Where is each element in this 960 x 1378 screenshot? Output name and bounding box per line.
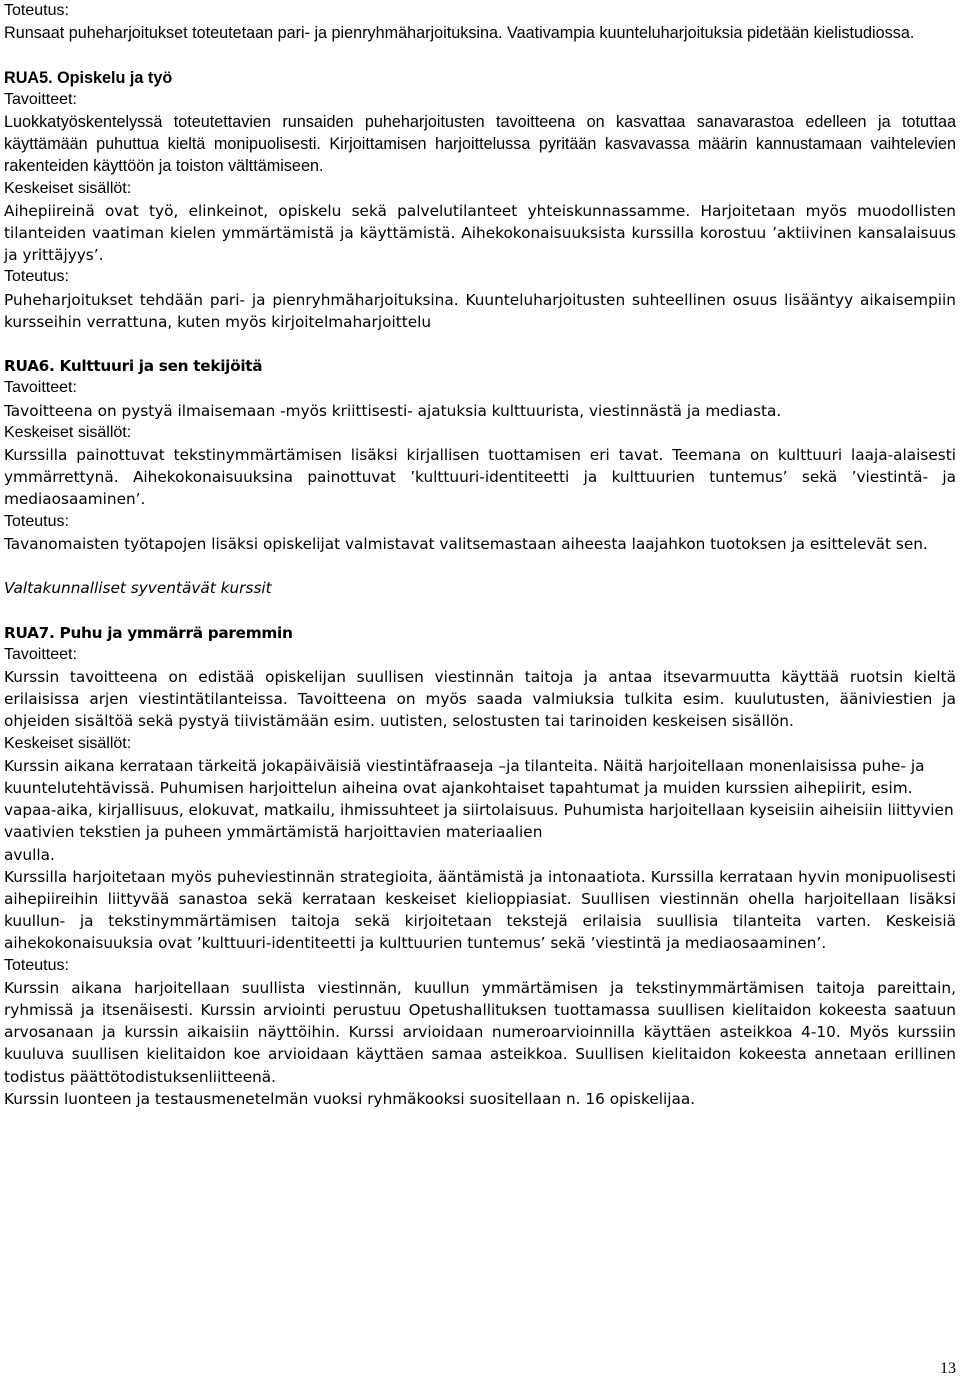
rua6-tavoitteet-body: Tavoitteena on pystyä ilmaisemaan -myös kriittisesti- ajatuksia kulttuurista, viestinnästä ja mediasta.	[4, 401, 782, 420]
toteutus-top-body: Runsaat puheharjoitukset toteutetaan pari- ja pienryhmäharjoituksina. Vaativampia kuunteluharjoituksia pidetään kielistudiossa.	[4, 24, 915, 43]
rua6-toteutus-body: Tavanomaisten työtapojen lisäksi opiskelijat valmistavat valitsemastaan aiheesta laajahkon tuotoksen ja esittelevät sen.	[4, 534, 928, 553]
gap-3	[4, 555, 956, 577]
rua7-tavoitteet-body: Kurssin tavoitteena on edistää opiskelijan suullisen viestinnän taitoja ja antaa itsevarmuutta käyttää ruotsin kieltä erilaisissa arjen viestintätilanteissa. Tavoitteena on myös saada valmiuksia tulkita esim. kuulutusten, ääniviestien ja ohjeiden sisältöä sekä pystyä tiivistämään esim. uutisten, selostusten tai tarinoiden keskeisen sisällön.	[4, 668, 956, 731]
rua5-tavoitteet-body: Luokkatyöskentelyssä toteutettavien runsaiden puheharjoitusten tavoitteena on kasvattaa sanavarastoa edelleen ja totuttaa käyttämään puhuttua kieltä monipuolisesti. Kirjoittamisen harjoittelussa pyritään kasvavassa määrin kannustamaan vaihtelevien rakenteiden käyttöön ja toiston välttämiseen.	[4, 113, 956, 176]
document-body	[4, 0, 956, 1110]
rua5-heading: RUA5. Opiskelu ja työ	[4, 68, 173, 87]
rua7-sisallot-body-1: Kurssin aikana kerrataan tärkeitä jokapäiväisiä viestintäfraaseja –ja tilanteita. Näitä harjoitellaan monenlaisissa puhe- ja kuuntelutehtävissä. Puhumisen harjoittelun aiheina ovat ajankohtaiset tapahtumat ja muiden kurssien aihepiirit, esim. vapaa-aika, kirjallisuus, elokuvat, matkailu, ihmissuhteet ja siirtolaisuus. Puhumista harjoitellaan kyseisiin aiheisiin liittyvien vaativien tekstien ja puheen ymmärtämistä harjoittavien materiaalien	[4, 756, 954, 842]
rua6-sisallot-body: Kurssilla painottuvat tekstinymmärtämisen lisäksi kirjallisen tuottamisen eri tavat. Teemana on kulttuuri laaja-alaisesti ymmärrettynä. Aihekokonaisuuksina painottuvat ’kulttuuri-identiteetti ja kulttuurien tuntemus’ sekä ’viestintä- ja mediaosaaminen’.	[4, 446, 956, 509]
rua5-tavoitteet-label: Tavoitteet:	[4, 90, 77, 108]
syventavat-heading: Valtakunnalliset syventävät kurssit	[4, 579, 272, 598]
rua7-heading: RUA7. Puhu ja ymmärrä paremmin	[4, 623, 293, 642]
gap-2	[4, 333, 956, 355]
rua7-sisallot-body-3: Kurssilla harjoitetaan myös puheviestinnän strategioita, ääntämistä ja intonaatiota. Kurssilla kerrataan hyvin monipuolisesti aihepiireihin liittyvää sanastoa sekä kerrataan keskeiset kielioppiasiat. Suullisen viestinnän ohella harjoitellaan lisäksi kuullun- ja tekstinymmärtämisen taitoja sekä kirjoitetaan tekstejä erilaisia suullisia tilanteita varten. Keskeisiä aihekokonaisuuksia ovat ’kulttuuri-identiteetti ja kulttuurien tuntemus’ sekä ’viestintä ja mediaosaaminen’.	[4, 867, 956, 953]
rua5-toteutus-label: Toteutus:	[4, 268, 69, 286]
rua7-sisallot-body-2: avulla.	[4, 845, 55, 864]
gap-4	[4, 599, 956, 621]
rua6-tavoitteet-label: Tavoitteet:	[4, 379, 77, 397]
rua6-heading: RUA6. Kulttuuri ja sen tekijöitä	[4, 357, 263, 376]
rua5-sisallot-body: Aihepiireinä ovat työ, elinkeinot, opiskelu sekä palvelutilanteet yhteiskunnassamme. Harjoitetaan myös muodollisten tilanteiden vaatiman kielen ymmärtämistä ja käyttämistä. Aihekokonaisuuksista kurssilla korostuu ’aktiivinen kansalaisuus ja yrittäjyys’.	[4, 201, 956, 265]
rua7-ryhmakoko: Kurssin luonteen ja testausmenetelmän vuoksi ryhmäkooksi suositellaan n. 16 opiskelijaa.	[4, 1089, 696, 1108]
rua7-toteutus-label: Toteutus:	[4, 956, 69, 974]
rua6-toteutus-label: Toteutus:	[4, 512, 69, 530]
toteutus-top-label: Toteutus:	[4, 2, 69, 19]
rua7-tavoitteet-label: Tavoitteet:	[4, 645, 77, 663]
rua6-sisallot-label: Keskeiset sisällöt:	[4, 423, 132, 441]
rua5-toteutus-body: Puheharjoitukset tehdään pari- ja pienryhmäharjoituksina. Kuunteluharjoitusten suhteellinen osuus lisääntyy aikaisempiin kursseihin verrattuna, kuten myös kirjoitelmaharjoittelu	[4, 290, 956, 331]
rua5-sisallot-label: Keskeiset sisällöt:	[4, 179, 132, 197]
gap-1	[4, 44, 956, 66]
rua7-sisallot-label: Keskeiset sisällöt:	[4, 734, 132, 752]
page-number: 13	[940, 1360, 956, 1377]
rua7-toteutus-body: Kurssin aikana harjoitellaan suullista viestinnän, kuullun ymmärtämisen ja tekstinymmärtämisen taitoja pareittain, ryhmissä ja itsenäisesti. Kurssin arviointi perustuu Opetushallituksen tuottamassa suullisen kielitaidon kokeesta saatuun arvosanaan ja kurssin aikaisiin näyttöihin. Kurssi arvioidaan numeroarvioinnilla käyttäen asteikkoa 4-10. Myös kurssiin kuuluva suullisen kielitaidon koe arvioidaan käyttäen samaa asteikkoa. Suullisen kielitaidon kokeesta annetaan erillinen todistus päättötodistuksenliitteenä.	[4, 978, 956, 1086]
